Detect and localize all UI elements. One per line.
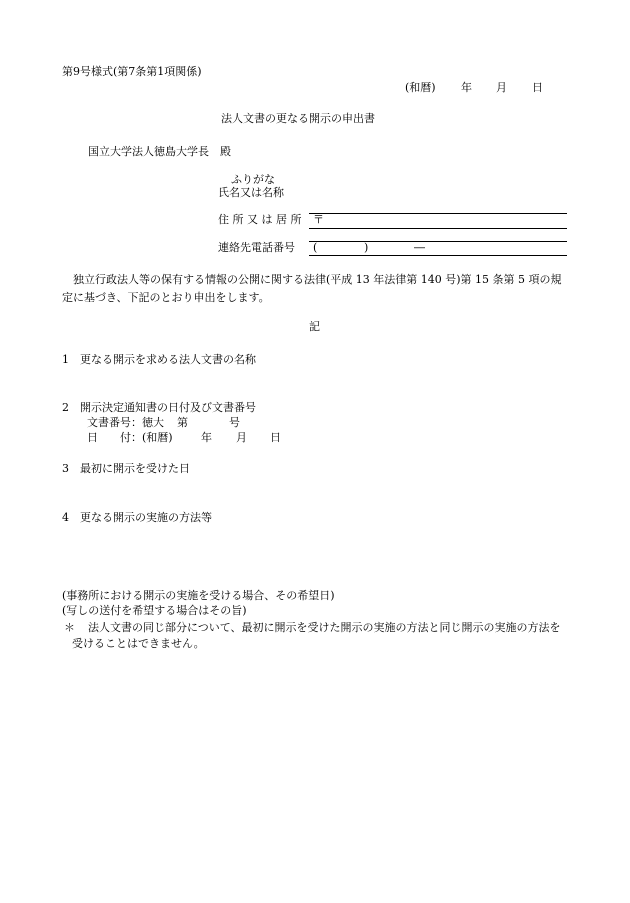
doc-number-go: 号: [229, 416, 240, 429]
furigana-label: ふりがな: [231, 173, 275, 186]
name-label: 氏名又は名称: [218, 186, 284, 199]
addressee: 国立大学法人徳島大学長 殿: [88, 145, 231, 158]
item-1: 1 更なる開示を求める法人文書の名称: [62, 353, 256, 366]
intro-paragraph: 独立行政法人等の保有する情報の公開に関する法律(平成 13 年法律第 140 号)第 15 条第 5 項の規定に基づき、下記のとおり申出をします。: [62, 273, 562, 304]
notice-date-month: 月: [236, 431, 247, 444]
date-month-label: 月: [496, 81, 507, 94]
date-era: (和暦): [405, 81, 436, 94]
page-title: 法人文書の更なる開示の申出書: [221, 112, 375, 125]
notice-date-day: 日: [270, 431, 281, 444]
date-year-label: 年: [461, 81, 472, 94]
phone-line-top: [309, 241, 567, 242]
date-day-label: 日: [532, 81, 543, 94]
item-4: 4 更なる開示の実施の方法等: [62, 511, 212, 524]
form-number: 第9号様式(第7条第1項関係): [62, 65, 202, 78]
notice-date-year: 年: [201, 431, 212, 444]
note-office-date: (事務所における開示の実施を受ける場合、その希望日): [62, 589, 335, 602]
doc-number-dai: 第: [177, 416, 188, 429]
phone-dash: ―: [414, 241, 425, 254]
phone-label: 連絡先電話番号: [218, 241, 295, 254]
address-label: 住 所 又 は 居 所: [218, 213, 302, 226]
phone-line-bottom: [309, 255, 567, 256]
doc-number-label: 文書番号：徳大: [87, 416, 164, 429]
ki-heading: 記: [309, 320, 320, 333]
postal-mark: 〒: [313, 213, 324, 226]
address-line-bottom: [309, 228, 567, 229]
notice-date-label: 日 付：(和暦): [87, 431, 173, 444]
phone-open-paren: (: [313, 241, 318, 254]
item-2: 2 開示決定通知書の日付及び文書番号: [62, 401, 256, 414]
note-copy-delivery: (写しの送付を希望する場合はその旨): [62, 604, 247, 617]
address-line-top: [309, 213, 567, 214]
phone-close-paren: ): [364, 241, 369, 254]
caution-asterisk: ＊: [64, 621, 75, 634]
caution-text: 法人文書の同じ部分について、最初に開示を受けた開示の実施の方法と同じ開示の実施の方法を受けることはできません。: [72, 621, 561, 650]
item-3: 3 最初に開示を受けた日: [62, 462, 190, 475]
